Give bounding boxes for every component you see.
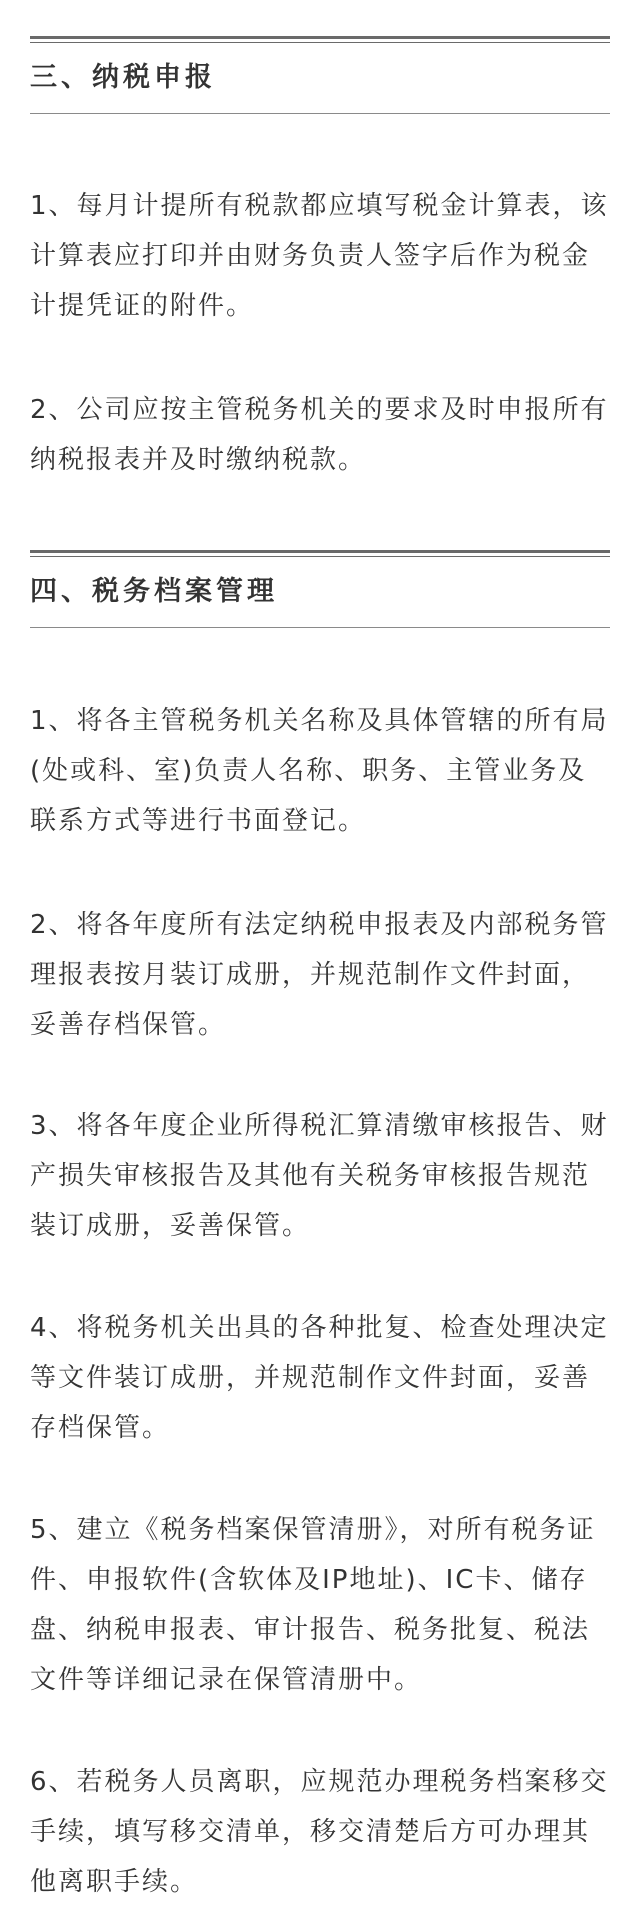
section-tax-filing xyxy=(30,36,610,114)
paragraph: 4、将税务机关出具的各种批复、检查处理决定等文件装订成册，并规范制作文件封面，妥善存档保管。 xyxy=(30,1313,609,1443)
paragraph: 6、若税务人员离职，应规范办理税务档案移交手续，填写移交清单，移交清楚后方可办理其他离职手续。 xyxy=(30,1767,609,1897)
paragraph: 1、每月计提所有税款都应填写税金计算表，该计算表应打印并由财务负责人签字后作为税金计提凭证的附件。 xyxy=(30,191,609,321)
section-underline xyxy=(30,113,610,114)
paragraph: 1、将各主管税务机关名称及具体管辖的所有局(处或科、室)负责人名称、职务、主管业务及联系方式等进行书面登记。 xyxy=(30,706,609,836)
paragraph: 3、将各年度企业所得税汇算清缴审核报告、财产损失审核报告及其他有关税务审核报告规范装订成册，妥善保管。 xyxy=(30,1111,609,1241)
section-header xyxy=(30,36,610,114)
section-title: 四、税务档案管理 xyxy=(30,576,278,607)
section-tax-archive xyxy=(30,550,610,628)
double-rule-bottom xyxy=(30,42,610,43)
section-underline xyxy=(30,627,610,628)
paragraph: 5、建立《税务档案保管清册》，对所有税务证件、申报软件(含软体及IP地址)、IC卡、储存盘、纳税申报表、审计报告、税务批复、税法文件等详细记录在保管清册中。 xyxy=(30,1515,596,1695)
section-title: 三、纳税申报 xyxy=(30,62,216,93)
double-rule-top xyxy=(30,550,610,553)
section-header xyxy=(30,550,610,628)
paragraph: 2、公司应按主管税务机关的要求及时申报所有纳税报表并及时缴纳税款。 xyxy=(30,395,609,475)
paragraph: 2、将各年度所有法定纳税申报表及内部税务管理报表按月装订成册，并规范制作文件封面，妥善存档保管。 xyxy=(30,910,609,1040)
double-rule-top xyxy=(30,36,610,39)
double-rule-bottom xyxy=(30,556,610,557)
